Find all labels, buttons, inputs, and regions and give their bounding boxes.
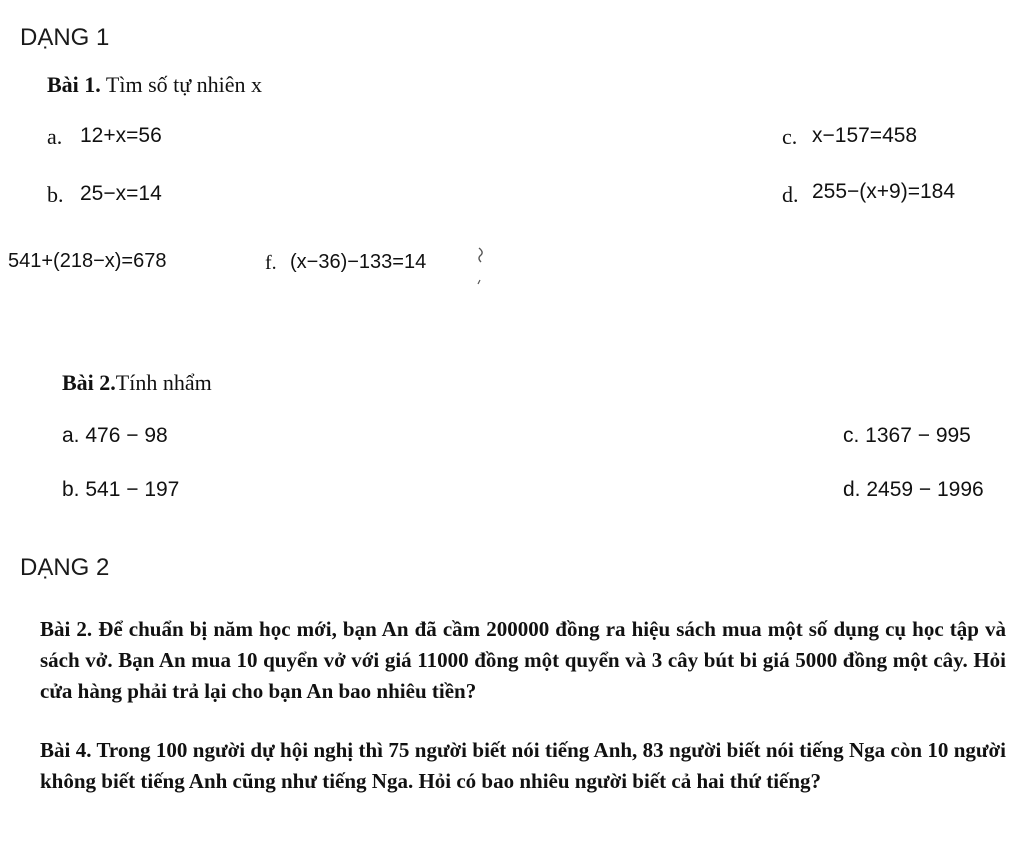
- problem-bai-4-label: Bài 4.: [40, 738, 92, 762]
- problem-bai-2: [40, 614, 1006, 707]
- problem-bai-2-text: Để chuẩn bị năm học mới, bạn An đã cầm 200000 đồng ra hiệu sách mua một số dụng cụ học tập và sách vở. Bạn An mua 10 quyển vở với giá 11000 đồng một quyển và 3 cây bút bi giá 5000 đồng một cây. Hỏi cửa hàng phải trả lại cho bạn An bao nhiêu tiền?: [40, 617, 1006, 703]
- ex1-item-f-expr: (x−36)−133=14: [290, 251, 427, 273]
- section-heading-dang-1: DẠNG 1: [20, 24, 110, 51]
- stray-mark: [476, 246, 486, 286]
- ex1-item-a-expr: 12+x=56: [80, 124, 162, 147]
- problem-bai-4-text: Trong 100 người dự hội nghị thì 75 người biết nói tiếng Anh, 83 người biết nói tiếng Nga còn 10 người không biết tiếng Anh cũng như tiếng Nga. Hỏi có bao nhiêu người biết cả hai thứ tiếng?: [40, 738, 1006, 793]
- ex1-item-f-label: f.: [265, 252, 277, 274]
- ex1-item-c-expr: x−157=458: [812, 124, 918, 147]
- ex1-item-e-expr: 541+(218−x)=678: [8, 250, 167, 272]
- exercise-2-label: Bài 2.: [62, 370, 116, 395]
- exercise-1-prompt: Tìm số tự nhiên x: [100, 72, 263, 97]
- ex1-item-a-label: a.: [47, 124, 63, 149]
- exercise-1-title: [47, 72, 262, 98]
- ex2-item-a: a. 476 − 98: [62, 424, 168, 447]
- exercise-1-label: Bài 1.: [47, 72, 101, 97]
- ex2-item-d: d. 2459 − 1996: [843, 478, 984, 501]
- ex1-item-b-expr: 25−x=14: [80, 182, 162, 205]
- ex1-item-d-expr: 255−(x+9)=184: [812, 180, 956, 203]
- ex2-item-b: b. 541 − 197: [62, 478, 180, 501]
- exercise-2-title: [62, 370, 212, 396]
- ex1-item-d-label: d.: [782, 182, 799, 207]
- problem-bai-2-label: Bài 2.: [40, 617, 93, 641]
- problem-bai-4: [40, 735, 1006, 797]
- ex1-item-b-label: b.: [47, 182, 64, 207]
- exercise-2-prompt: Tính nhẩm: [115, 370, 212, 395]
- section-heading-dang-2: DẠNG 2: [20, 554, 110, 581]
- ex1-item-c-label: c.: [782, 124, 798, 149]
- ex2-item-c: c. 1367 − 995: [843, 424, 971, 447]
